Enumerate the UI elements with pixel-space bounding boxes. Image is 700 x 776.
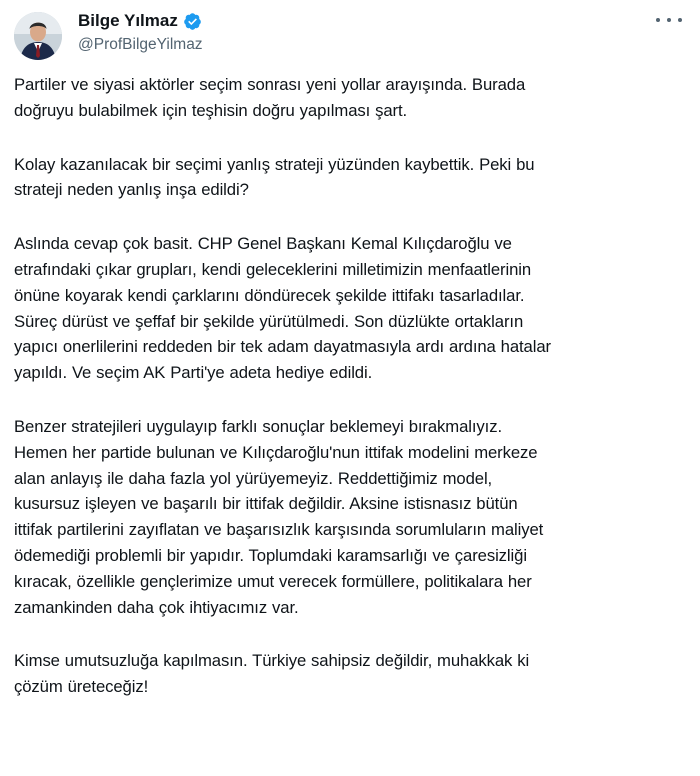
tweet-line: yapıldı. Ve seçim AK Parti'ye adeta hediye edildi.	[14, 363, 373, 383]
tweet-paragraph	[14, 152, 686, 204]
tweet-line: doğruyu bulabilmek için teşhisin doğru yapılması şart.	[14, 100, 408, 120]
tweet-line: ödemediği problemli bir yapıdır. Toplumdaki karamsarlığı ve çaresizliği	[14, 545, 527, 565]
tweet-line: Aslında cevap çok basit. CHP Genel Başkanı Kemal Kılıçdaroğlu ve	[14, 234, 512, 254]
avatar-portrait	[14, 12, 62, 60]
tweet-text	[14, 72, 686, 728]
tweet-line: Benzer stratejileri uygulayıp farklı sonuçlar beklemeyi bırakmalıyız.	[14, 416, 502, 436]
tweet-paragraph	[14, 231, 686, 386]
tweet-line: strateji neden yanlış inşa edildi?	[14, 180, 249, 200]
tweet-line: Hemen her partide bulunan ve Kılıçdaroğlu'nun ittifak modelini merkeze	[14, 442, 538, 462]
more-dot	[678, 18, 682, 22]
tweet-line: yapıcı onerlilerini reddeden bir tek adam dayatmasıyla ardı ardına hatalar	[14, 337, 551, 357]
tweet-line: alan anlayış ile daha fazla yol yürüyemeyiz. Reddettiğimiz model,	[14, 468, 493, 488]
tweet-line: Partiler ve siyasi aktörler seçim sonrası yeni yollar arayışında. Burada	[14, 75, 526, 94]
verified-badge-icon[interactable]	[183, 12, 202, 31]
tweet-line: Kimse umutsuzluğa kapılmasın. Türkiye sahipsiz değildir, muhakkak ki	[14, 651, 530, 671]
tweet-line: zamankinden daha çok ihtiyacımız var.	[14, 597, 299, 617]
tweet-line: çözüm üreteceğiz!	[14, 677, 149, 697]
tweet-line: etrafındaki çıkar grupları, kendi geleceklerini milletimizin menfaatlerinin	[14, 259, 532, 279]
tweet-line: kusursuz işleyen ve başarılı bir ittifak değildir. Aksine istisnasız bütün	[14, 494, 518, 514]
avatar[interactable]	[14, 12, 62, 60]
tweet-line: ittifak partilerini zayıflatan ve başarısızlık karşısında sorumluların maliyet	[14, 520, 544, 540]
more-options-icon[interactable]	[656, 12, 682, 28]
tweet-line: Süreç dürüst ve şeffaf bir şekilde yürütülmedi. Son düzlükte ortakların	[14, 311, 524, 331]
display-name-row	[78, 10, 203, 32]
tweet-line: önüne koyarak kendi çarklarını döndürecek şekilde ittifakı tasarladılar.	[14, 285, 525, 305]
tweet-paragraph	[14, 648, 686, 700]
tweet-header	[14, 8, 686, 60]
tweet-line: Kolay kazanılacak bir seçimi yanlış strateji yüzünden kaybettik. Peki bu	[14, 154, 535, 174]
tweet-paragraph	[14, 72, 686, 124]
more-dot	[667, 18, 671, 22]
display-name[interactable]: Bilge Yılmaz	[78, 11, 178, 30]
tweet-paragraph	[14, 414, 686, 620]
tweet-line: kıracak, özellikle gençlerimize umut verecek formüllere, politikalara her	[14, 571, 532, 591]
author-names	[78, 10, 203, 54]
more-dot	[656, 18, 660, 22]
author-handle[interactable]: @ProfBilgeYilmaz	[78, 36, 203, 53]
